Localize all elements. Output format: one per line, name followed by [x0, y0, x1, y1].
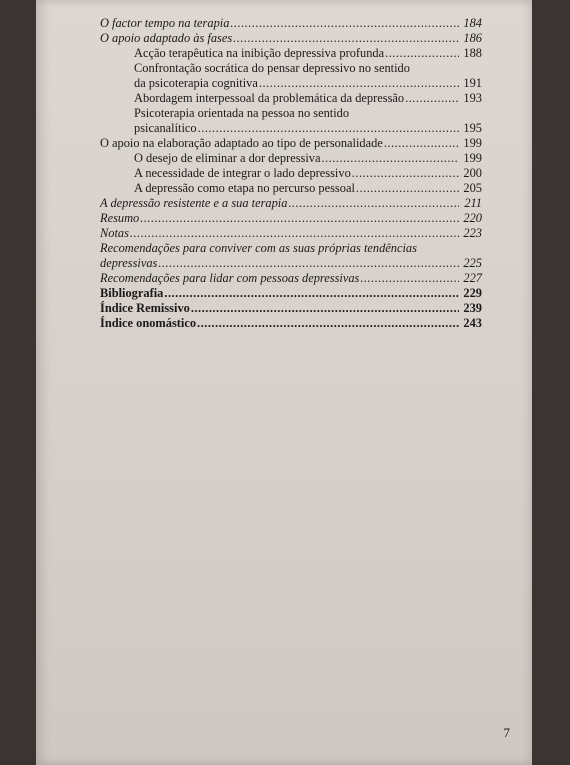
leader-dots — [405, 91, 459, 106]
table-of-contents — [100, 16, 482, 331]
toc-entry-page: 188 — [463, 46, 482, 60]
toc-entry-title: A necessidade de integrar o lado depressivo — [134, 166, 351, 180]
leader-dots — [130, 226, 459, 241]
leader-dots — [384, 136, 459, 151]
toc-entry — [100, 91, 482, 106]
book-page — [36, 0, 532, 765]
toc-entry-page: 227 — [463, 271, 482, 285]
toc-entry-title: Abordagem interpessoal da problemática da depressão — [134, 91, 405, 105]
toc-entry-page: 193 — [463, 91, 482, 105]
leader-dots — [321, 151, 459, 166]
toc-entry-page: 199 — [463, 151, 482, 165]
toc-entry-page: 211 — [464, 196, 482, 210]
toc-entry-page: 239 — [463, 301, 482, 315]
toc-entry-title: O desejo de eliminar a dor depressiva — [134, 151, 321, 165]
toc-entry-page: 220 — [463, 211, 482, 225]
toc-entry — [100, 211, 482, 226]
page-number: 7 — [503, 725, 510, 740]
toc-entry — [100, 256, 482, 271]
leader-dots — [259, 76, 459, 91]
leader-dots — [164, 286, 459, 301]
leader-dots — [198, 121, 459, 136]
leader-dots — [140, 211, 459, 226]
toc-entry — [100, 196, 482, 211]
toc-entry-page: 200 — [463, 166, 482, 180]
leader-dots — [197, 316, 459, 331]
leader-dots — [352, 166, 459, 181]
toc-entry-page: 184 — [463, 16, 482, 30]
leader-dots — [191, 301, 459, 316]
toc-entry — [100, 31, 482, 46]
leader-dots — [158, 256, 459, 271]
toc-entry-page: 205 — [463, 181, 482, 195]
toc-entry-line: Recomendações para conviver com as suas próprias tendências — [100, 241, 417, 255]
toc-entry — [100, 46, 482, 61]
toc-entry — [100, 286, 482, 301]
leader-dots — [360, 271, 459, 286]
leader-dots — [233, 31, 459, 46]
toc-entry-title: Índice Remissivo — [100, 301, 190, 315]
toc-entry-title: psicanalítico — [134, 121, 197, 135]
toc-entry — [100, 271, 482, 286]
leader-dots — [385, 46, 459, 61]
toc-entry-page: 243 — [463, 316, 482, 330]
toc-entry — [100, 136, 482, 151]
leader-dots — [288, 196, 459, 211]
toc-entry-page: 223 — [463, 226, 482, 240]
toc-entry — [100, 76, 482, 91]
leader-dots — [356, 181, 459, 196]
toc-entry — [100, 181, 482, 196]
toc-entry-page: 191 — [463, 76, 482, 90]
toc-entry-title: depressivas — [100, 256, 158, 270]
toc-entry — [100, 121, 482, 136]
toc-entry — [100, 226, 482, 241]
toc-entry-title: A depressão resistente e a sua terapia — [100, 196, 288, 210]
toc-entry — [100, 316, 482, 331]
toc-entry — [100, 166, 482, 181]
toc-entry-title: A depressão como etapa no percurso pessoal — [134, 181, 355, 195]
toc-entry — [100, 16, 482, 31]
toc-entry-page: 199 — [463, 136, 482, 150]
toc-entry-page: 225 — [463, 256, 482, 270]
toc-entry — [100, 301, 482, 316]
toc-entry — [100, 151, 482, 166]
toc-entry-title: O apoio na elaboração adaptado ao tipo de personalidade — [100, 136, 383, 150]
toc-entry-line: Psicoterapia orientada na pessoa no sentido — [134, 106, 350, 120]
leader-dots — [230, 16, 459, 31]
toc-entry-title: O apoio adaptado às fases — [100, 31, 233, 45]
toc-entry-title: Bibliografia — [100, 286, 164, 300]
toc-entry-title: Resumo — [100, 211, 140, 225]
toc-entry-title: Recomendações para lidar com pessoas depressivas — [100, 271, 360, 285]
toc-entry-page: 195 — [463, 121, 482, 135]
toc-entry-page: 186 — [463, 31, 482, 45]
toc-entry-title: Índice onomástico — [100, 316, 197, 330]
toc-entry-page: 229 — [463, 286, 482, 300]
toc-entry-title: O factor tempo na terapia — [100, 16, 230, 30]
toc-entry-title: Notas — [100, 226, 129, 240]
toc-entry-title: Acção terapêutica na inibição depressiva profunda — [134, 46, 385, 60]
toc-entry-title: da psicoterapia cognitiva — [134, 76, 258, 90]
toc-entry-line: Confrontação socrática do pensar depressivo no sentido — [134, 61, 410, 75]
